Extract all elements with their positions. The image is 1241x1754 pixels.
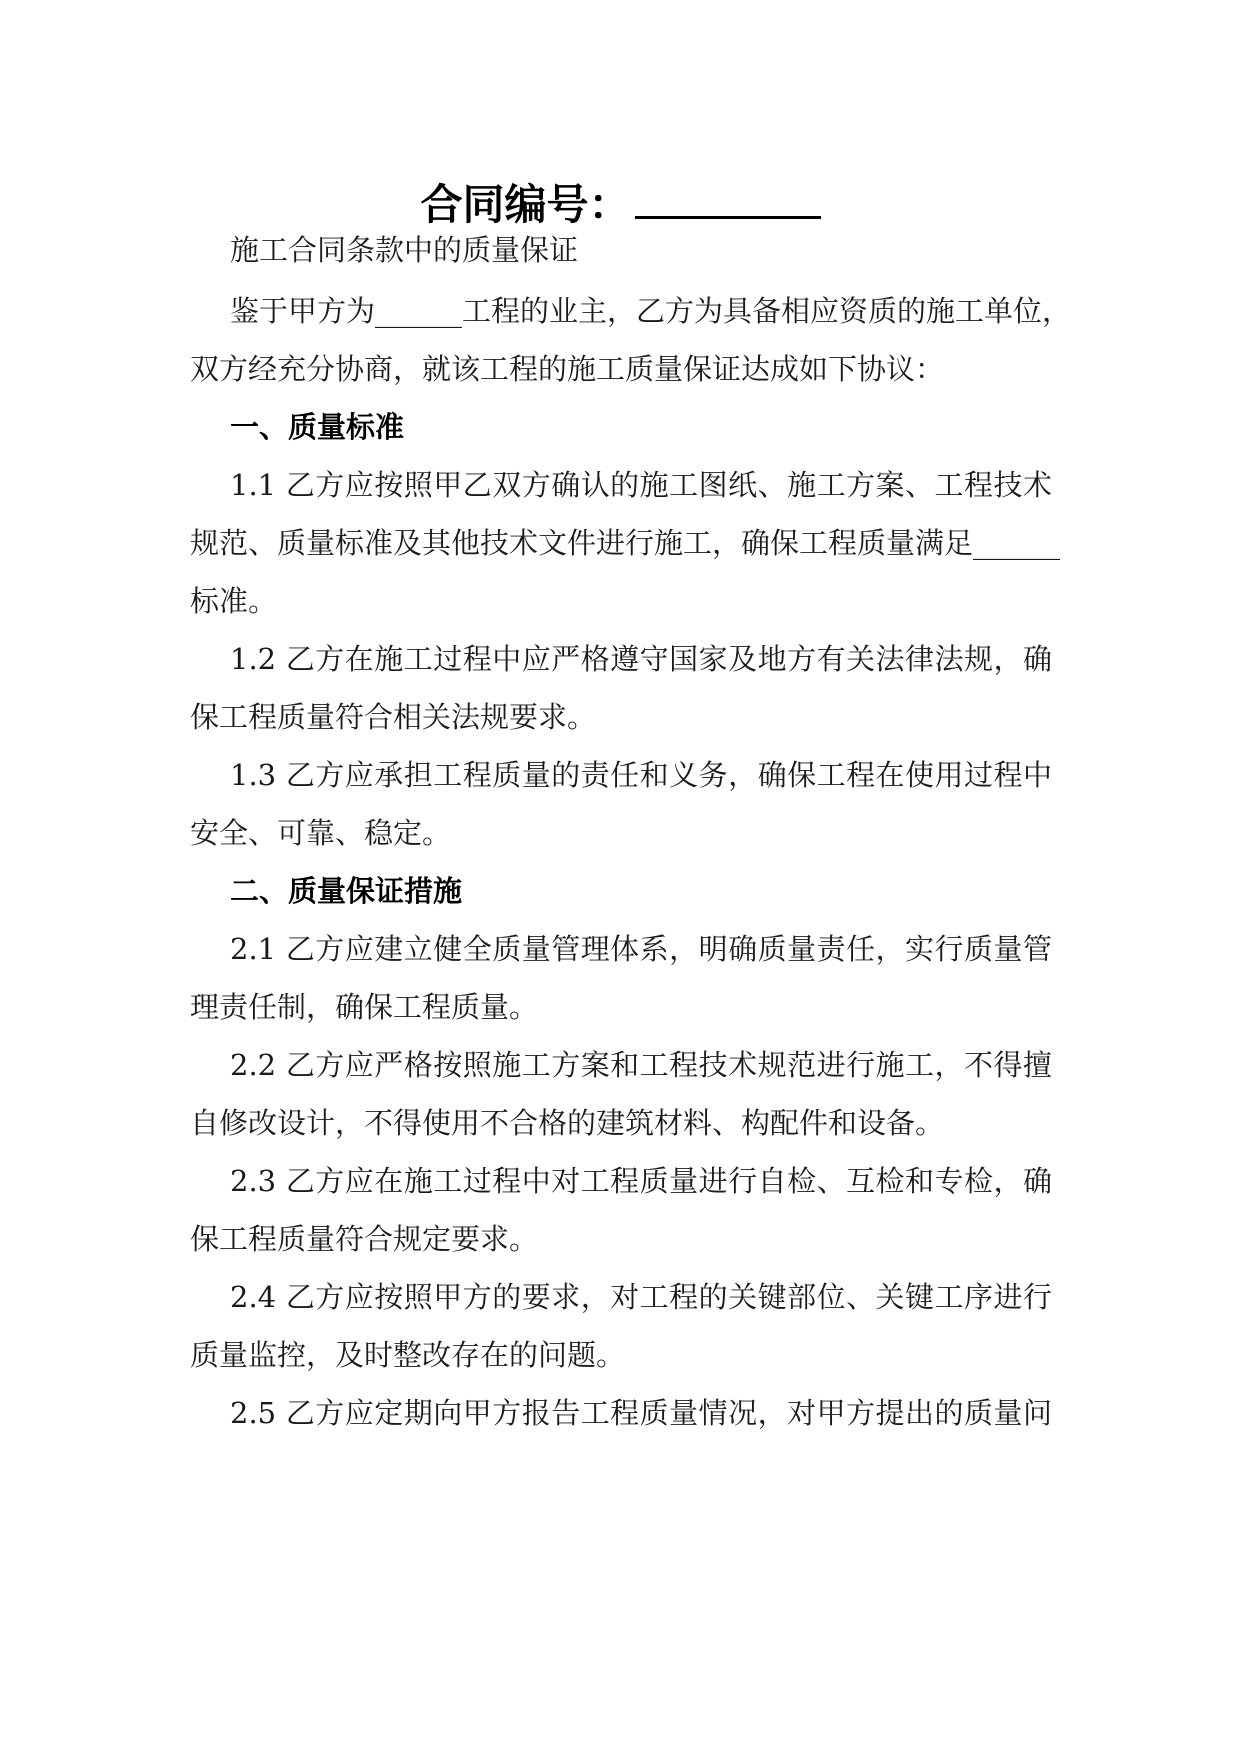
section-heading-2: 二、质量保证措施	[230, 874, 463, 908]
clause-1-1-line-2: 规范、质量标准及其他技术文件进行施工，确保工程质量满足______	[190, 526, 1061, 560]
clause-2-1-line-1: 2.1 乙方应建立健全质量管理体系，明确质量责任，实行质量管	[230, 932, 1052, 966]
clause-2-2-line-2: 自修改设计，不得使用不合格的建筑材料、构配件和设备。	[190, 1106, 945, 1140]
clause-2-3-line-1: 2.3 乙方应在施工过程中对工程质量进行自检、互检和专检，确	[230, 1164, 1052, 1198]
contract-subject: 施工合同条款中的质量保证	[230, 233, 579, 267]
section-heading-1: 一、质量标准	[230, 410, 405, 444]
clause-2-4-line-1: 2.4 乙方应按照甲方的要求，对工程的关键部位、关键工序进行	[230, 1280, 1052, 1314]
clause-2-3-line-2: 保工程质量符合规定要求。	[190, 1222, 539, 1256]
clause-2-4-line-2: 质量监控，及时整改存在的问题。	[190, 1338, 626, 1372]
clause-1-2-line-2: 保工程质量符合相关法规要求。	[190, 700, 597, 734]
clause-2-2-line-1: 2.2 乙方应严格按照施工方案和工程技术规范进行施工，不得擅	[230, 1048, 1052, 1082]
title-text: 合同编号：	[420, 180, 631, 229]
clause-1-3-line-1: 1.3 乙方应承担工程质量的责任和义务，确保工程在使用过程中	[230, 758, 1052, 792]
clause-1-1-line-1: 1.1 乙方应按照甲乙双方确认的施工图纸、施工方案、工程技术	[230, 468, 1052, 502]
clause-1-3-line-2: 安全、可靠、稳定。	[190, 816, 452, 850]
preamble-line-2: 双方经充分协商，就该工程的施工质量保证达成如下协议：	[190, 352, 945, 386]
clause-2-5-line-1: 2.5 乙方应定期向甲方报告工程质量情况，对甲方提出的质量问	[230, 1396, 1052, 1430]
clause-2-1-line-2: 理责任制，确保工程质量。	[190, 990, 539, 1024]
contract-number-blank	[635, 172, 821, 219]
clause-1-2-line-1: 1.2 乙方在施工过程中应严格遵守国家及地方有关法律法规，确	[230, 642, 1052, 676]
clause-1-1-line-3: 标准。	[190, 584, 278, 618]
preamble-line-1: 鉴于甲方为______工程的业主，乙方为具备相应资质的施工单位，	[230, 294, 1072, 328]
